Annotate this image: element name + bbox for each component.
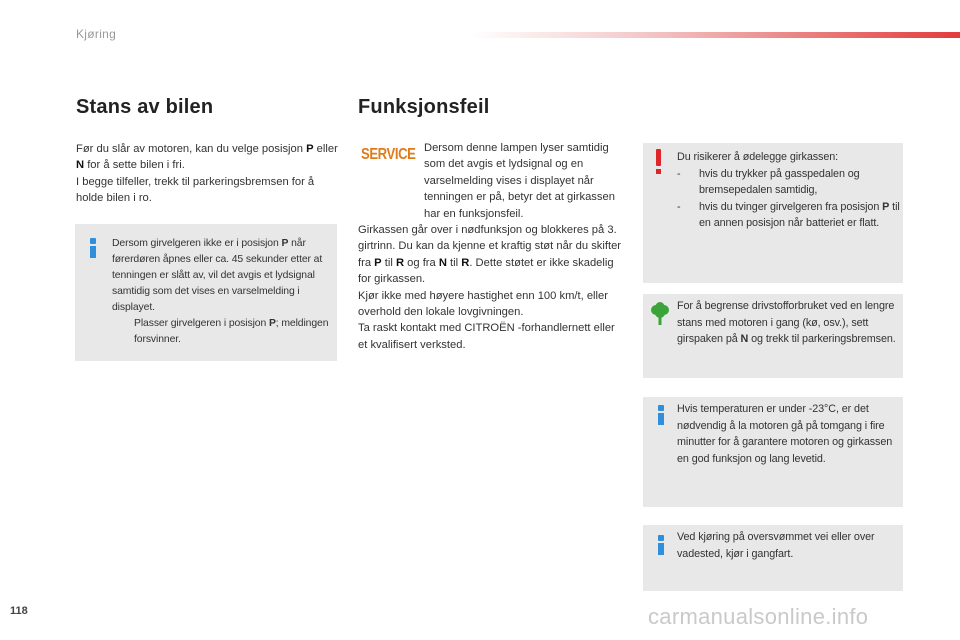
warning-item: - hvis du trykker på gasspedalen og bremsepedalen samtidig, <box>677 167 860 197</box>
page-number: 118 <box>10 605 28 617</box>
watermark: carmanualsonline.info <box>648 604 869 629</box>
header-accent-bar <box>470 32 960 38</box>
info-box-temperature <box>643 397 903 507</box>
warning-box-text: Du risikerer å ødelegge girkassen: - hvis du trykker på gasspedalen og bremsepedalen samtidig, - hvis du tvinger girvelgeren fra posisjon P til en annen posisjon når batteriet er flatt. <box>677 149 901 232</box>
section-title: Kjøring <box>76 27 117 41</box>
info-box-flooded-road <box>643 525 903 591</box>
eco-tip-text: For å begrense drivstofforbruket ved en lengre stans med motoren i gang (kø, osv.), sett girspaken på N og trekk til parkeringsbremsen. <box>677 300 896 346</box>
info-icon <box>656 535 666 555</box>
warning-box-gearbox <box>643 143 903 283</box>
intro-paragraph: Før du slår av motoren, kan du velge posisjon P eller N for å sette bilen i fri. I begge tilfeller, trekk til parkeringsbremsen for å holde bilen i ro. <box>76 143 338 205</box>
info-icon <box>88 238 98 258</box>
warning-item: - hvis du tvinger girvelgeren fra posisjon P til en annen posisjon når batteriet er flatt. <box>677 200 900 230</box>
eco-tip-box <box>643 294 903 378</box>
temperature-text: Hvis temperaturen er under -23°C, er det nødvendig å la motoren gå på tomgang i fire minutter for å garantere motoren og girkassen en god funksjon og lang levetid. <box>677 403 893 465</box>
heading-stopping-vehicle: Stans av bilen <box>76 96 214 118</box>
malfunction-text: Dersom denne lampen lyser samtidig som det avgis et lydsignal og en varselmelding vises i displayet når tenningen er på, betyr det at girkassen har en funksjonsfeil. Girkassen går over i nødfunksjon og blokkeres på 3. girtrinn. Du kan da kjenne et kraftig støt når du skifter fra P til R og fra N til R. Dette støtet er ikke skadelig for girkassen. Kjør ikke med høyere hastighet enn 100 km/t, eller overhold den lokale lovgivningen. Ta raskt kontakt med CITROËN -forhandlernett eller et kvalifisert verksted. <box>358 142 622 351</box>
info-bullet: Plasser girvelgeren i posisjon P; meldingen forsvinner. <box>134 318 329 345</box>
heading-malfunction: Funksjonsfeil <box>358 96 490 118</box>
info-icon <box>656 405 666 425</box>
flooded-road-text: Ved kjøring på oversvømmet vei eller over vadested, kjør i gangfart. <box>677 531 875 560</box>
info-box-text: Dersom girvelgeren ikke er i posisjon P når førerdøren åpnes eller ca. 45 sekunder etter at tenningen er slått av, vil det avgis et lydsignal samtidig som det vises en varselmelding i displayet. Plasser girvelgeren i posisjon P; meldingen forsvinner. <box>112 236 334 348</box>
info-box-gear-selector <box>75 224 337 361</box>
warning-exclamation-icon <box>656 149 662 175</box>
service-warning-lamp-icon: SERVICE <box>361 146 416 163</box>
eco-tree-icon <box>650 302 670 326</box>
